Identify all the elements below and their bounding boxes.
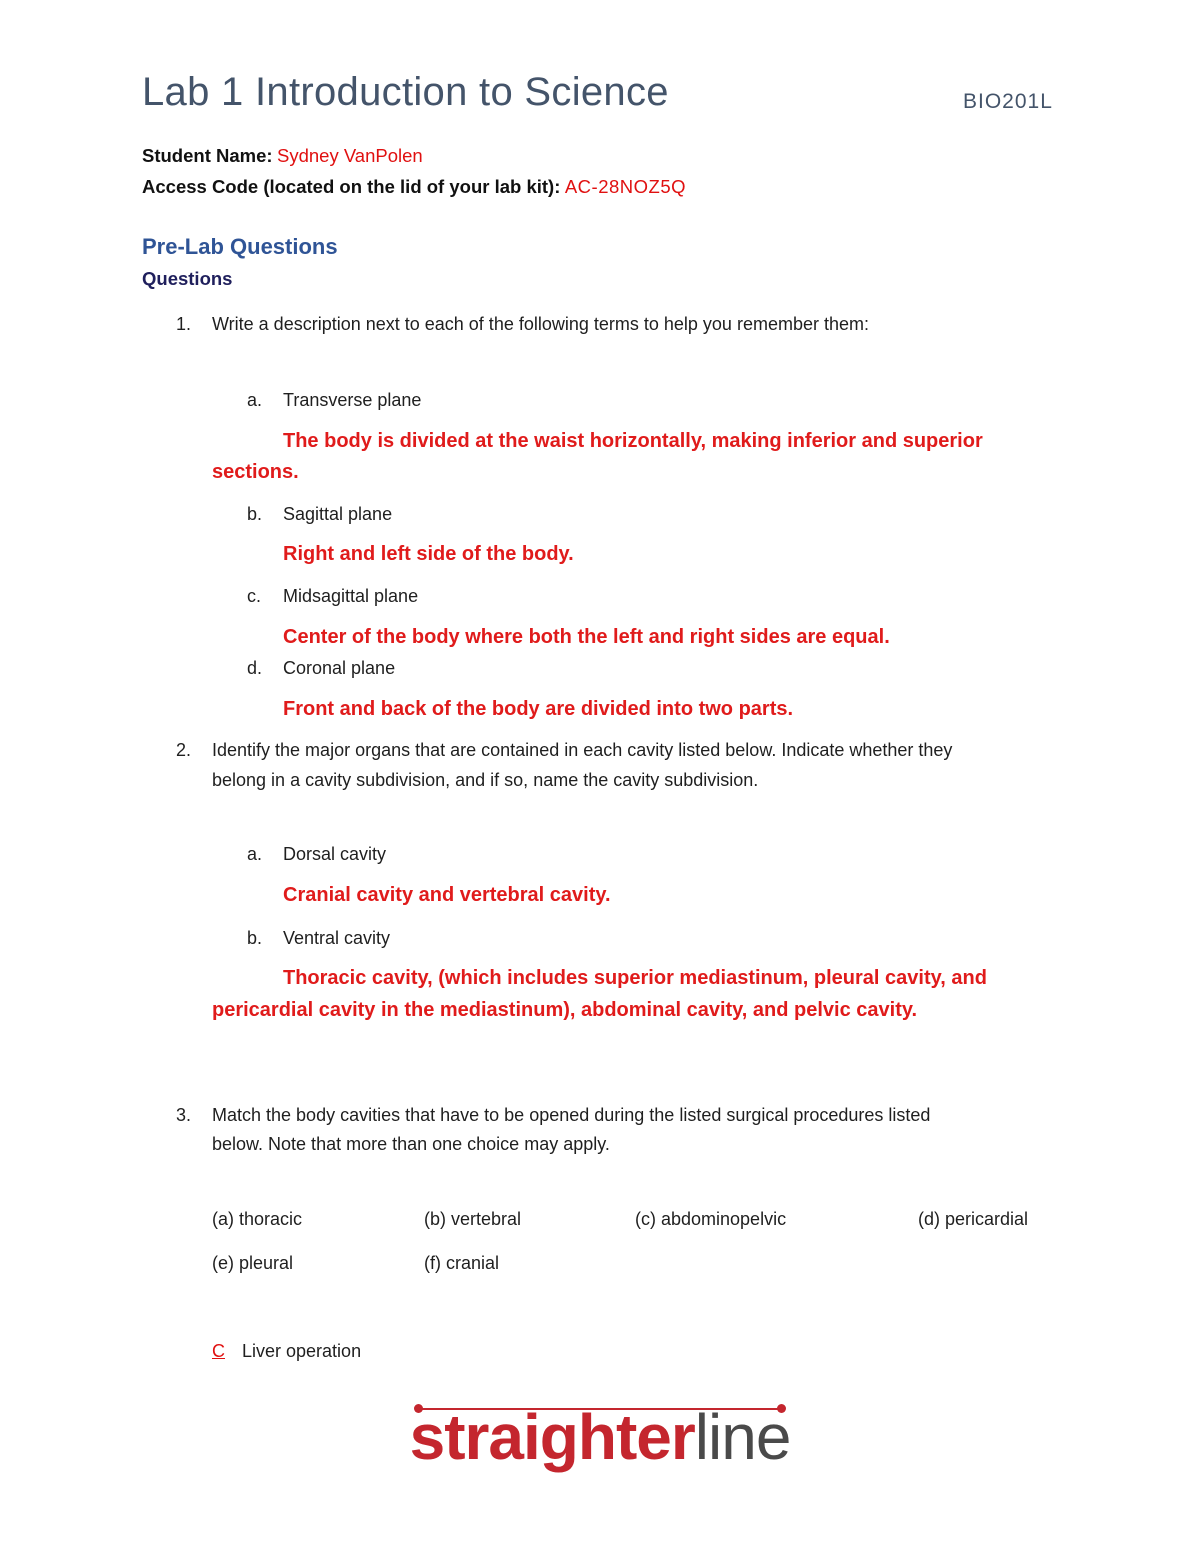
question-number: 3. <box>176 1105 192 1125</box>
student-name-label: Student Name: <box>142 145 273 166</box>
access-code-value: AC-28NOZ5Q <box>564 176 686 197</box>
choice-option: (f) cranial <box>424 1253 500 1273</box>
item-letter: a. <box>247 390 263 410</box>
procedure-label: Liver operation <box>242 1341 362 1361</box>
answer-text: pericardial cavity in the mediastinum), abdominal cavity, and pelvic cavity. <box>212 999 918 1021</box>
document-title: Lab 1 Introduction to Science <box>142 70 669 114</box>
item-term: Dorsal cavity <box>283 844 387 864</box>
question-text: below. Note that more than one choice may apply. <box>212 1134 610 1154</box>
item-letter: a. <box>247 844 263 864</box>
question-text: Match the body cavities that have to be opened during the listed surgical procedures listed <box>212 1105 931 1125</box>
choice-option: (c) abdominopelvic <box>635 1209 787 1229</box>
answer-text: Front and back of the body are divided into two parts. <box>283 698 794 720</box>
choice-option: (d) pericardial <box>918 1209 1029 1229</box>
student-name-value: Sydney VanPolen <box>277 145 423 166</box>
item-letter: d. <box>247 658 263 678</box>
item-term: Transverse plane <box>283 390 422 410</box>
logo-light-text: line <box>694 1401 791 1473</box>
question-text: belong in a cavity subdivision, and if so, name the cavity subdivision. <box>212 770 759 790</box>
answer-text: Cranial cavity and vertebral cavity. <box>283 884 611 906</box>
procedure-answer: C <box>212 1341 225 1361</box>
item-term: Coronal plane <box>283 658 396 678</box>
choice-option: (b) vertebral <box>424 1209 522 1229</box>
question-text: Write a description next to each of the following terms to help you remember them: <box>212 314 869 334</box>
section-subheading: Questions <box>142 268 233 289</box>
choice-option: (e) pleural <box>212 1253 294 1273</box>
answer-text: sections. <box>212 461 299 483</box>
answer-text: The body is divided at the waist horizontally, making inferior and superior <box>283 430 983 452</box>
access-code-label: Access Code (located on the lid of your lab kit): <box>142 176 561 197</box>
question-number: 1. <box>176 314 192 334</box>
item-letter: b. <box>247 504 263 524</box>
answer-text: Thoracic cavity, (which includes superior mediastinum, pleural cavity, and <box>283 967 987 989</box>
answer-text: Right and left side of the body. <box>283 543 574 565</box>
item-letter: c. <box>247 586 262 606</box>
course-code: BIO201L <box>963 90 1053 113</box>
item-term: Midsagittal plane <box>283 586 419 606</box>
logo-strong-text: straighter <box>409 1401 695 1473</box>
question-number: 2. <box>176 740 192 760</box>
item-term: Sagittal plane <box>283 504 393 524</box>
item-term: Ventral cavity <box>283 928 391 948</box>
student-name-row <box>142 145 423 167</box>
question-text: Identify the major organs that are contained in each cavity listed below. Indicate whether they <box>212 740 953 760</box>
access-code-row <box>142 176 686 198</box>
answer-text: Center of the body where both the left and right sides are equal. <box>283 626 890 648</box>
item-letter: b. <box>247 928 263 948</box>
section-heading: Pre-Lab Questions <box>142 234 338 259</box>
straighterline-logo <box>0 1400 1200 1474</box>
choice-option: (a) thoracic <box>212 1209 303 1229</box>
